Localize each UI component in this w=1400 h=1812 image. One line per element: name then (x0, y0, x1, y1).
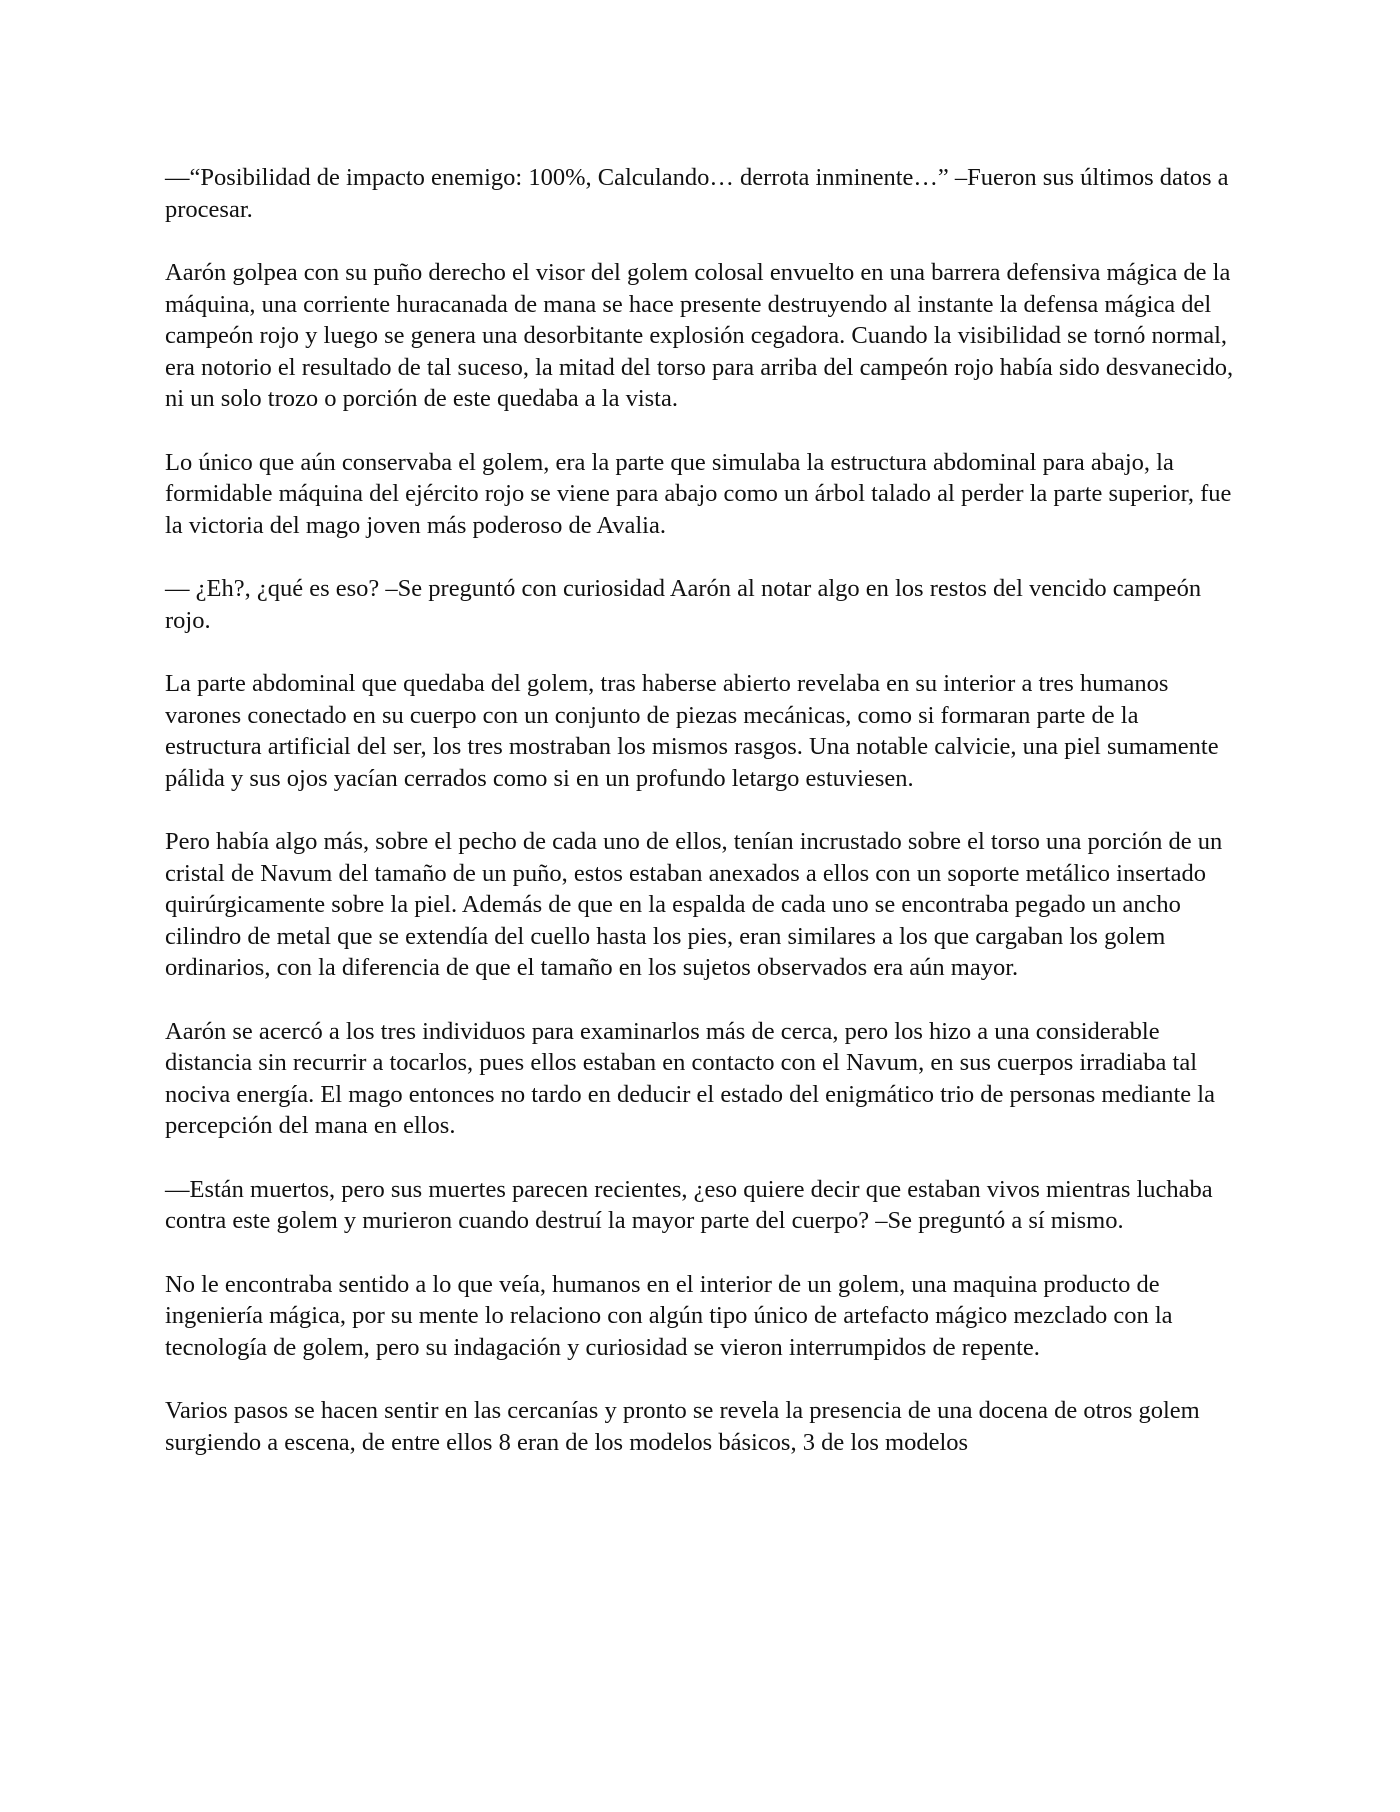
body-text (165, 162, 1235, 1490)
paragraph-2: Aarón golpea con su puño derecho el visor del golem colosal envuelto en una barrera defensiva mágica de la máquina, una corriente huracanada de mana se hace presente destruyendo al instante la defensa mágica del campeón rojo y luego se genera una desorbitante explosión cegadora. Cuando la visibilidad se tornó normal, era notorio el resultado de tal suceso, la mitad del torso para arriba del campeón rojo había sido desvanecido, ni un solo trozo o porción de este quedaba a la vista. (165, 259, 1234, 412)
paragraph-6: Pero había algo más, sobre el pecho de cada uno de ellos, tenían incrustado sobre el torso una porción de un cristal de Navum del tamaño de un puño, estos estaban anexados a ellos con un soporte metálico insertado quirúrgicamente sobre la piel. Además de que en la espalda de cada uno se encontraba pegado un ancho cilindro de metal que se extendía del cuello hasta los pies, eran similares a los que cargaban los golem ordinarios, con la diferencia de que el tamaño en los sujetos observados era aún mayor. (165, 828, 1223, 981)
paragraph-10: Varios pasos se hacen sentir en las cercanías y pronto se revela la presencia de una docena de otros golem surgiendo a escena, de entre ellos 8 eran de los modelos básicos, 3 de los modelos (165, 1397, 1200, 1456)
paragraph-1: —“Posibilidad de impacto enemigo: 100%, Calculando… derrota inminente…” –Fueron sus últimos datos a procesar. (165, 164, 1229, 223)
paragraph-7: Aarón se acercó a los tres individuos para examinarlos más de cerca, pero los hizo a una considerable distancia sin recurrir a tocarlos, pues ellos estaban en contacto con el Navum, en sus cuerpos irradiaba tal nociva energía. El mago entonces no tardo en deducir el estado del enigmático trio de personas mediante la percepción del mana en ellos. (165, 1017, 1215, 1139)
paragraph-9: No le encontraba sentido a lo que veía, humanos en el interior de un golem, una maquina producto de ingeniería mágica, por su mente lo relaciono con algún tipo único de artefacto mágico mezclado con la tecnología de golem, pero su indagación y curiosidad se vieron interrumpidos de repente. (165, 1270, 1173, 1361)
paragraph-5: La parte abdominal que quedaba del golem, tras haberse abierto revelaba en su interior a tres humanos varones conectado en su cuerpo con un conjunto de piezas mecánicas, como si formaran parte de la estructura artificial del ser, los tres mostraban los mismos rasgos. Una notable calvicie, una piel sumamente pálida y sus ojos yacían cerrados como si en un profundo letargo estuviesen. (165, 670, 1219, 792)
paragraph-3: Lo único que aún conservaba el golem, era la parte que simulaba la estructura abdominal para abajo, la formidable máquina del ejército rojo se viene para abajo como un árbol talado al perder la parte superior, fue la victoria del mago joven más poderoso de Avalia. (165, 448, 1232, 539)
paragraph-4: — ¿Eh?, ¿qué es eso? –Se preguntó con curiosidad Aarón al notar algo en los restos del vencido campeón rojo. (165, 575, 1202, 634)
paragraph-8: —Están muertos, pero sus muertes parecen recientes, ¿eso quiere decir que estaban vivos mientras luchaba contra este golem y murieron cuando destruí la mayor parte del cuerpo? –Se preguntó a sí mismo. (165, 1175, 1213, 1234)
